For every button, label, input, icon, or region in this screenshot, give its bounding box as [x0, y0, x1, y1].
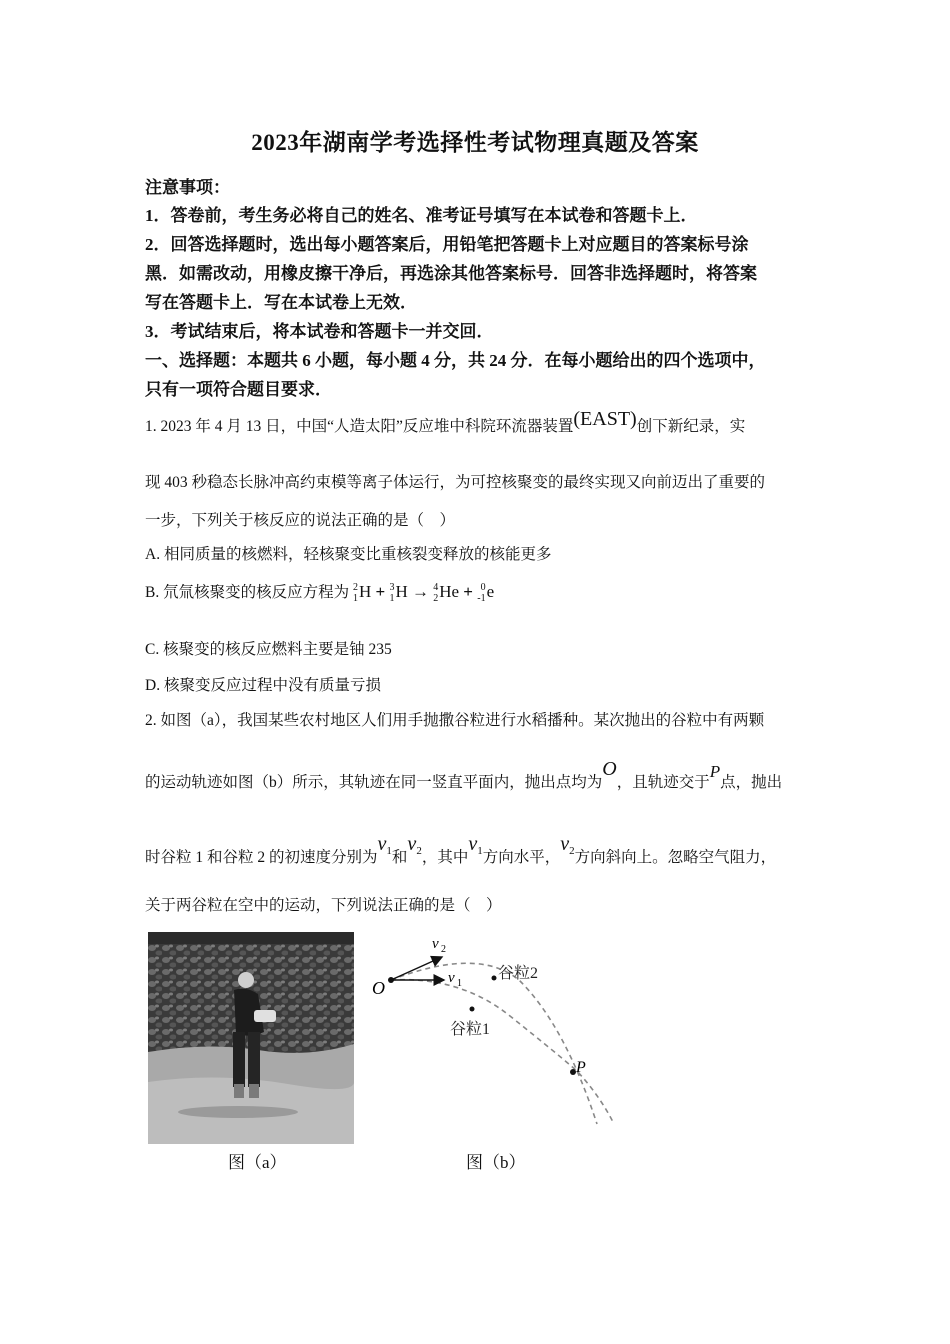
v1-subscript-2: 1: [477, 845, 483, 858]
launch-point-o: [388, 977, 394, 983]
grain-2-trajectory: [391, 963, 597, 1124]
v1-symbol: [377, 833, 392, 858]
q2-line-2-text-c: 点，抛出: [720, 774, 783, 791]
q2-line-3-and: 和: [391, 849, 408, 866]
label-v2-subscript: 2: [441, 944, 446, 955]
q2-line-3-text-d: 方向斜向上。忽略空气阻力，: [574, 849, 777, 866]
notice-item-2-line-3: 写在答题卡上．写在本试卷上无效．: [145, 293, 417, 312]
label-v1-subscript: 1: [457, 978, 462, 989]
notice-item-2-line-1: 2．回答选择题时，选出每小题答案后，用铅笔把答题卡上对应题目的答案标号涂: [145, 235, 749, 254]
label-p: P: [576, 1059, 586, 1076]
label-grain-2: 谷粒2: [498, 965, 539, 982]
q1-option-b-text: B. 氘氚核聚变的核反应方程为: [145, 584, 350, 601]
caption-figure-b: 图（b）: [466, 1153, 526, 1172]
q2-line-2-text-a: 的运动轨迹如图（b）所示，其轨迹在同一竖直平面内，抛出点均为: [145, 774, 603, 791]
tritium-numbers: 3 1: [389, 582, 395, 605]
figure-b-trajectory-diagram: [360, 926, 630, 1130]
q2-line-3-text-a: 时谷粒 1 和谷粒 2 的初速度分别为: [145, 849, 378, 866]
q1-line-1: [145, 408, 746, 437]
section-heading-line-2: 只有一项符合题目要求．: [145, 380, 332, 399]
label-v1: v: [448, 970, 455, 986]
q1-option-c: C. 核聚变的核反应燃料主要是铀 235: [145, 641, 392, 658]
q2-line-3: [145, 833, 777, 869]
v1-subscript: 1: [386, 845, 392, 858]
v1-symbol-2: [468, 833, 483, 858]
farmer-sowing-illustration: [148, 932, 354, 1144]
point-o-label: O: [602, 758, 617, 780]
q1-line-1-text-a: 1. 2023 年 4 月 13 日，中国“人造太阳”反应堆中科院环流器装置: [145, 418, 574, 435]
notice-item-2-line-2: 黑．如需改动，用橡皮擦干净后，再选涂其他答案标号．回答非选择题时，将答案: [145, 264, 757, 283]
q1-option-b: [145, 580, 494, 604]
notice-heading: 注意事项：: [145, 178, 230, 197]
v2-symbol: [407, 833, 422, 858]
electron-numbers: 0 -1: [477, 582, 486, 605]
q2-line-3-text-c: 方向水平，: [482, 849, 561, 866]
v2-subscript-2: 2: [569, 845, 575, 858]
figure-a-photo: [148, 932, 354, 1144]
q1-line-1-text-b: 创下新纪录，实: [636, 418, 746, 435]
label-o: O: [372, 978, 385, 998]
deuterium-numbers: 2 1: [352, 582, 358, 605]
grain-2-point: [492, 976, 497, 981]
v1-letter-2: v: [468, 833, 478, 855]
caption-figure-a: 图（a）: [228, 1153, 287, 1172]
v2-subscript: 2: [416, 845, 422, 858]
q1-option-a: A. 相同质量的核燃料，轻核聚变比重核裂变释放的核能更多: [145, 546, 552, 563]
q1-option-d: D. 核聚变反应过程中没有质量亏损: [145, 677, 381, 694]
q2-line-4: 关于两谷粒在空中的运动，下列说法正确的是（ ）: [145, 897, 502, 914]
grain-1-trajectory: [391, 980, 614, 1124]
v2-letter-2: v: [560, 833, 570, 855]
v2-letter: v: [407, 833, 417, 855]
nuclear-equation: 2 1 H + 3 1 H → 4 2 He + 0 -1 e: [352, 582, 495, 605]
label-grain-1: 谷粒1: [450, 1021, 491, 1038]
notice-item-1: 1．答卷前，考生务必将自己的姓名、准考证号填写在本试卷和答题卡上．: [145, 206, 698, 225]
grain-1-point: [470, 1007, 475, 1012]
v1-letter: v: [377, 833, 387, 855]
helium-numbers: 4 2: [433, 582, 439, 605]
section-heading-line-1: 一、选择题：本题共 6 小题，每小题 4 分，共 24 分．在每小题给出的四个选项中，: [145, 351, 766, 370]
point-p-label: P: [709, 762, 721, 781]
page-title: 2023年湖南学考选择性考试物理真题及答案: [251, 130, 699, 155]
v2-symbol-2: [560, 833, 575, 858]
q2-line-3-text-b: ，其中: [421, 849, 469, 866]
label-v2: v: [432, 936, 439, 952]
q2-line-2-text-b: ，且轨迹交于: [616, 774, 710, 791]
q2-line-2: [145, 758, 783, 793]
q1-line-3: 一步，下列关于核反应的说法正确的是（ ）: [145, 512, 456, 529]
notice-item-3: 3．考试结束后，将本试卷和答题卡一并交回．: [145, 322, 494, 341]
v2-vector: [391, 957, 442, 980]
q2-line-1: 2. 如图（a），我国某些农村地区人们用手抛撒谷粒进行水稻播种。某次抛出的谷粒中有两颗: [145, 712, 765, 729]
q1-line-2: 现 403 秒稳态长脉冲高约束模等离子体运行，为可控核聚变的最终实现又向前迈出了重要的: [145, 474, 766, 491]
q1-east-label: (EAST): [573, 408, 637, 430]
